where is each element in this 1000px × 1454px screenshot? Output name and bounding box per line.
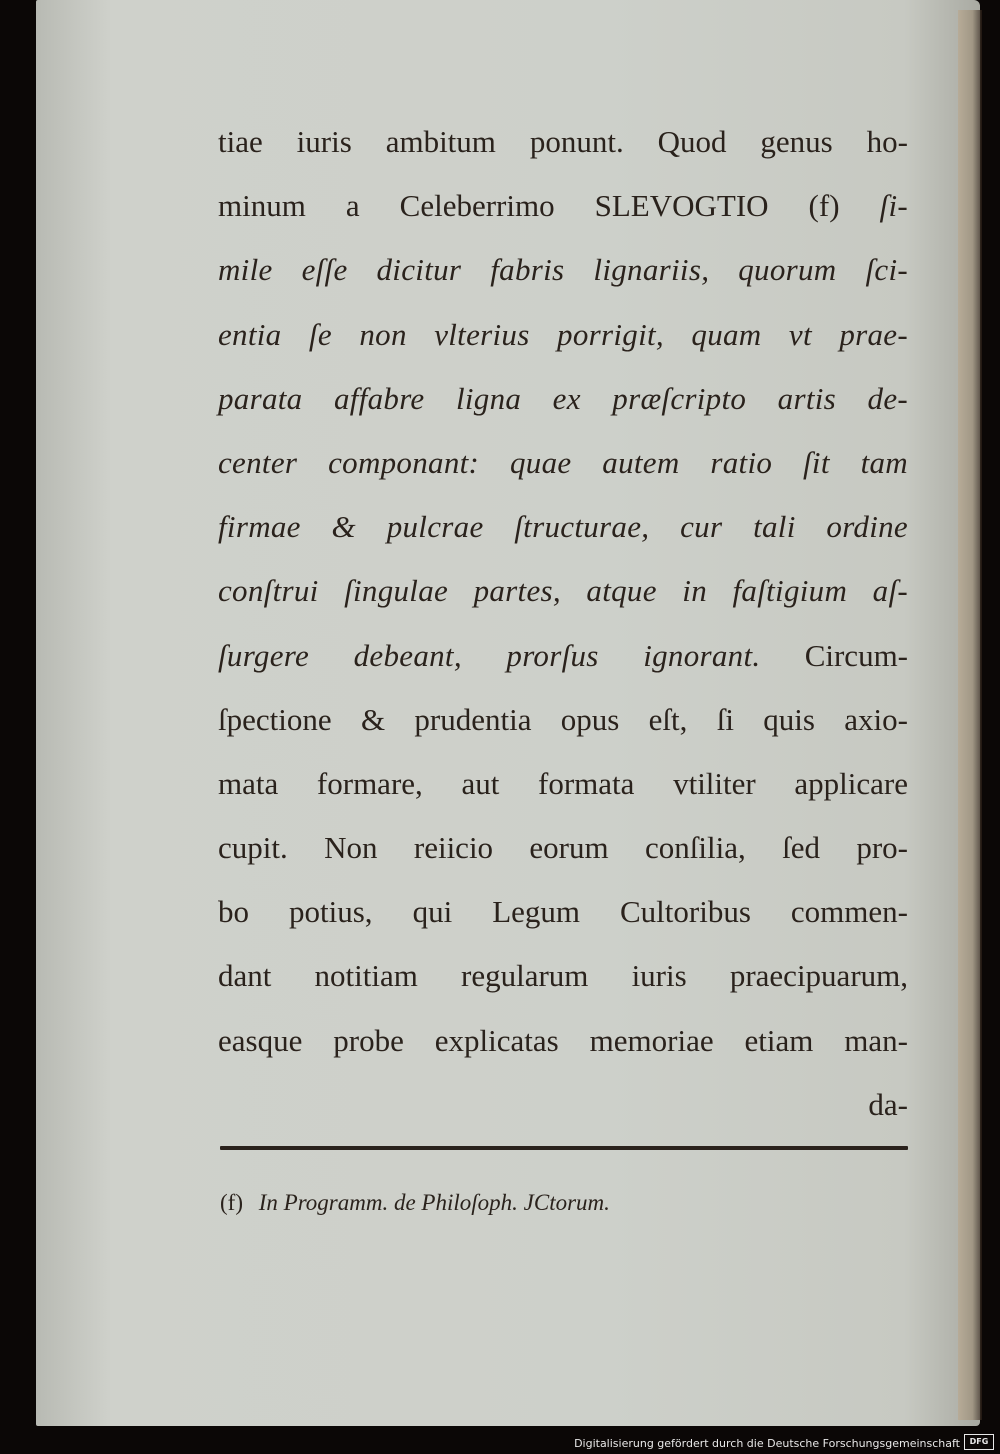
text-line xyxy=(218,1017,908,1081)
italic-run: parata affabre ligna ex præſcripto artis de- xyxy=(218,380,908,416)
roman-run: cupit. Non reiicio eorum conſilia, ſed pro- xyxy=(218,830,908,866)
roman-run: easque probe explicatas memoriae etiam man- xyxy=(218,1022,908,1058)
text-line xyxy=(218,182,908,246)
text-line xyxy=(218,696,908,760)
text-line xyxy=(218,567,908,631)
italic-run: ſurgere debeant, prorſus ignorant. xyxy=(218,637,761,673)
text-line xyxy=(218,952,908,1016)
italic-run: firmae & pulcrae ſtructurae, cur tali ordine xyxy=(218,509,908,545)
italic-run: center componant: quae autem ratio ſit tam xyxy=(218,444,908,480)
italic-run: conſtrui ſingulae partes, atque in faſtigium aſ- xyxy=(218,573,908,609)
text-line xyxy=(218,824,908,888)
footnote xyxy=(220,1190,910,1216)
roman-run: Circum- xyxy=(760,637,908,673)
dfg-logo-icon: DFG xyxy=(964,1434,994,1450)
roman-run: da- xyxy=(868,1086,908,1122)
funding-credit: Digitalisierung gefördert durch die Deutsche Forschungsgemeinschaft xyxy=(574,1437,960,1450)
text-line xyxy=(218,888,908,952)
text-line xyxy=(218,503,908,567)
roman-run: tiae iuris ambitum ponunt. Quod genus ho- xyxy=(218,124,908,159)
text-line xyxy=(218,246,908,310)
roman-run: mata formare, aut formata vtiliter applicare xyxy=(218,765,908,801)
footnote-mark: (f) xyxy=(220,1190,243,1215)
main-text xyxy=(218,118,908,1145)
roman-run: dant notitiam regularum iuris praecipuarum, xyxy=(218,958,908,994)
italic-run: mile eſſe dicitur fabris lignariis, quorum ſci- xyxy=(218,252,908,288)
roman-run: minum a Celeberrimo SLEVOGTIO (f) xyxy=(218,188,880,224)
page-edge xyxy=(958,10,982,1420)
text-line xyxy=(218,311,908,375)
footer-bar xyxy=(0,1428,1000,1454)
footnote-text: In Programm. de Philoſoph. JCtorum. xyxy=(258,1190,610,1215)
text-line xyxy=(218,118,908,182)
roman-run: bo potius, qui Legum Cultoribus commen- xyxy=(218,894,908,930)
text-line xyxy=(218,632,908,696)
roman-run: ſpectione & prudentia opus eſt, ſi quis axio- xyxy=(218,701,908,737)
text-line xyxy=(218,1081,908,1145)
italic-run: entia ſe non vlterius porrigit, quam vt prae- xyxy=(218,316,908,352)
footnote-rule xyxy=(220,1146,908,1150)
text-line xyxy=(218,439,908,503)
text-line xyxy=(218,760,908,824)
italic-run: ſi- xyxy=(879,188,908,224)
text-line xyxy=(218,375,908,439)
